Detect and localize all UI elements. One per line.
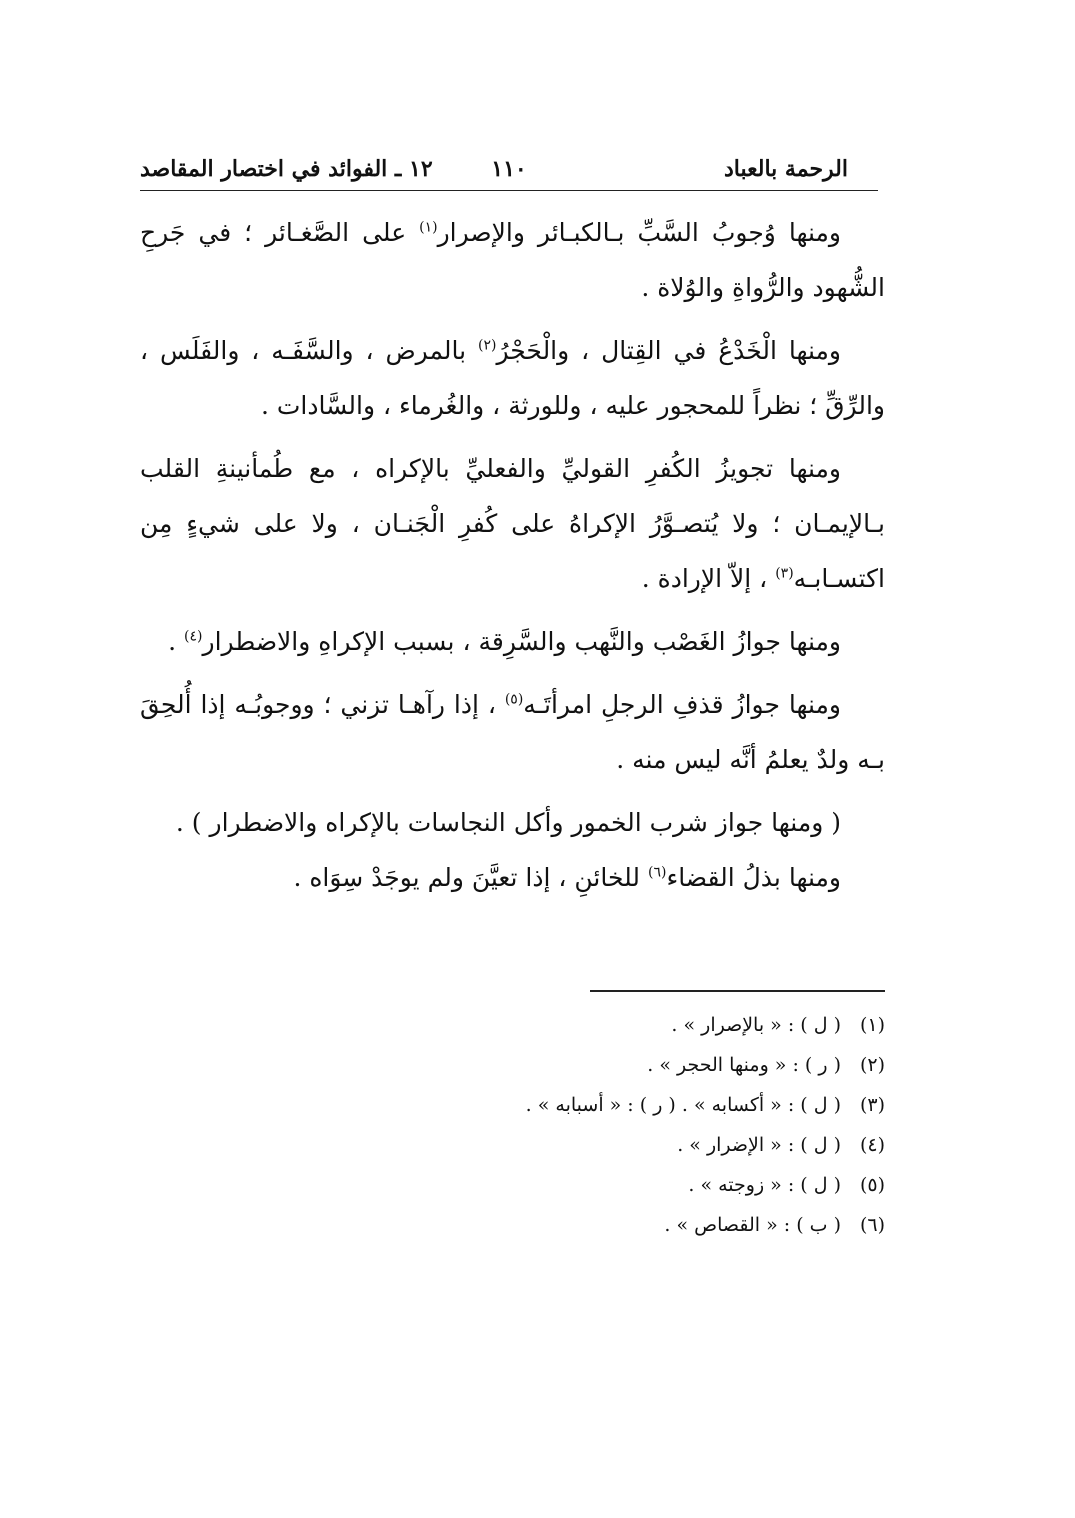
running-header <box>140 150 878 190</box>
footnote-ref: (٣) <box>775 565 794 582</box>
footnote-text: ( ل ) : « الإضرار » . <box>677 1134 841 1156</box>
footnote-text: ( ر ) : « ومنها الحجر » . <box>647 1054 841 1076</box>
paragraph-text: بالمرض ، والسَّفَـه ، والفَلَس ، والرِّقِّ ؛ نظراً للمحجور عليه ، وللورثة ، والغُرماء ، والسَّادات . <box>140 336 885 420</box>
footnote-text: ( ب ) : « القصاص » . <box>664 1214 841 1236</box>
paragraph-text: ومنها جوازُ قذفِ الرجلِ امرأتَـه <box>523 690 841 719</box>
header-rule <box>140 190 878 191</box>
paragraph <box>140 614 885 669</box>
footnote <box>526 1205 885 1245</box>
paragraph-text: ومنها تجويزُ الكُفرِ القوليِّ والفعليِّ بالإكراه ، مع طُمأنينةِ القلب بـالإيمـان ؛ ولا يُتصـوَّرُ الإكراهُ على كُفرِ الْجَنـان ، ولا على شيءٍ مِن اكتسـابـه <box>140 454 885 593</box>
paragraph <box>140 677 885 787</box>
footnotes <box>526 1005 885 1245</box>
footnote <box>526 1085 885 1125</box>
paragraph-text: ومنها الْخَدْعُ في القِتال ، والْحَجْرُ <box>496 336 841 365</box>
paragraph <box>140 205 885 315</box>
footnote-ref: (١) <box>419 219 438 236</box>
paragraph-text: للخائنِ ، إذا تعيَّنَ ولم يوجَدْ سِوَاه . <box>293 863 648 892</box>
paragraph-text: ومنها وُجوبُ السَّبِّ بـالكبـائر والإصرار <box>437 218 841 247</box>
running-title-left: ١٢ ـ الفوائد في اختصار المقاصد <box>140 156 433 182</box>
paragraph-text: ومنها جوازُ الغَصْب والنَّهب والسَّرِقة ، بسبب الإكراهِ والاضطرار <box>202 627 841 656</box>
footnote-number: (٢) <box>859 1054 885 1076</box>
paragraph <box>140 795 885 850</box>
footnote <box>526 1005 885 1045</box>
paragraph-text: . <box>168 627 185 656</box>
paragraph-text: ، إلاّ الإرادة . <box>641 564 776 593</box>
footnote-number: (٥) <box>859 1174 885 1196</box>
paragraph-text: ( ومنها جواز شرب الخمور وأكل النجاسات بالإكراه والاضطرار ) . <box>175 808 841 837</box>
footnote-number: (١) <box>859 1014 885 1036</box>
footnote-ref: (٢) <box>478 337 497 354</box>
footnote-number: (٦) <box>859 1214 885 1236</box>
footnote-number: (٤) <box>859 1134 885 1156</box>
page-number: ١١٠ <box>491 156 527 182</box>
footnote-text: ( ل ) : « زوجته » . <box>688 1174 841 1196</box>
footnote-ref: (٤) <box>184 628 203 645</box>
footnote-ref: (٦) <box>647 864 667 881</box>
footnote-separator <box>590 990 885 992</box>
paragraph-text: ، إذا رآهـا تزني ؛ ووجوبُـه إذا أُلحِقَ بـه ولدٌ يعلمُ أنَّه ليس منه . <box>140 690 885 774</box>
footnote-number: (٣) <box>859 1094 885 1116</box>
footnote-text: ( ل ) : « بالإصرار » . <box>671 1014 841 1036</box>
footnote <box>526 1045 885 1085</box>
running-title-right: الرحمة بالعباد <box>723 156 848 182</box>
footnote-text: ( ل ) : « أكسابه » . ( ر ) : « أسبابه » . <box>525 1094 841 1116</box>
paragraph <box>140 441 885 606</box>
main-text <box>140 205 885 913</box>
footnote <box>526 1125 885 1165</box>
footnote-ref: (٥) <box>504 691 524 708</box>
footnote <box>526 1165 885 1205</box>
paragraph-text: على الصَّغـائر ؛ في جَرحِ الشُّهود والرُّواةِ والوُلاة . <box>140 218 885 302</box>
paragraph <box>140 850 885 905</box>
paragraph-text: ومنها بذلُ القضاء <box>666 863 841 892</box>
paragraph <box>140 323 885 433</box>
